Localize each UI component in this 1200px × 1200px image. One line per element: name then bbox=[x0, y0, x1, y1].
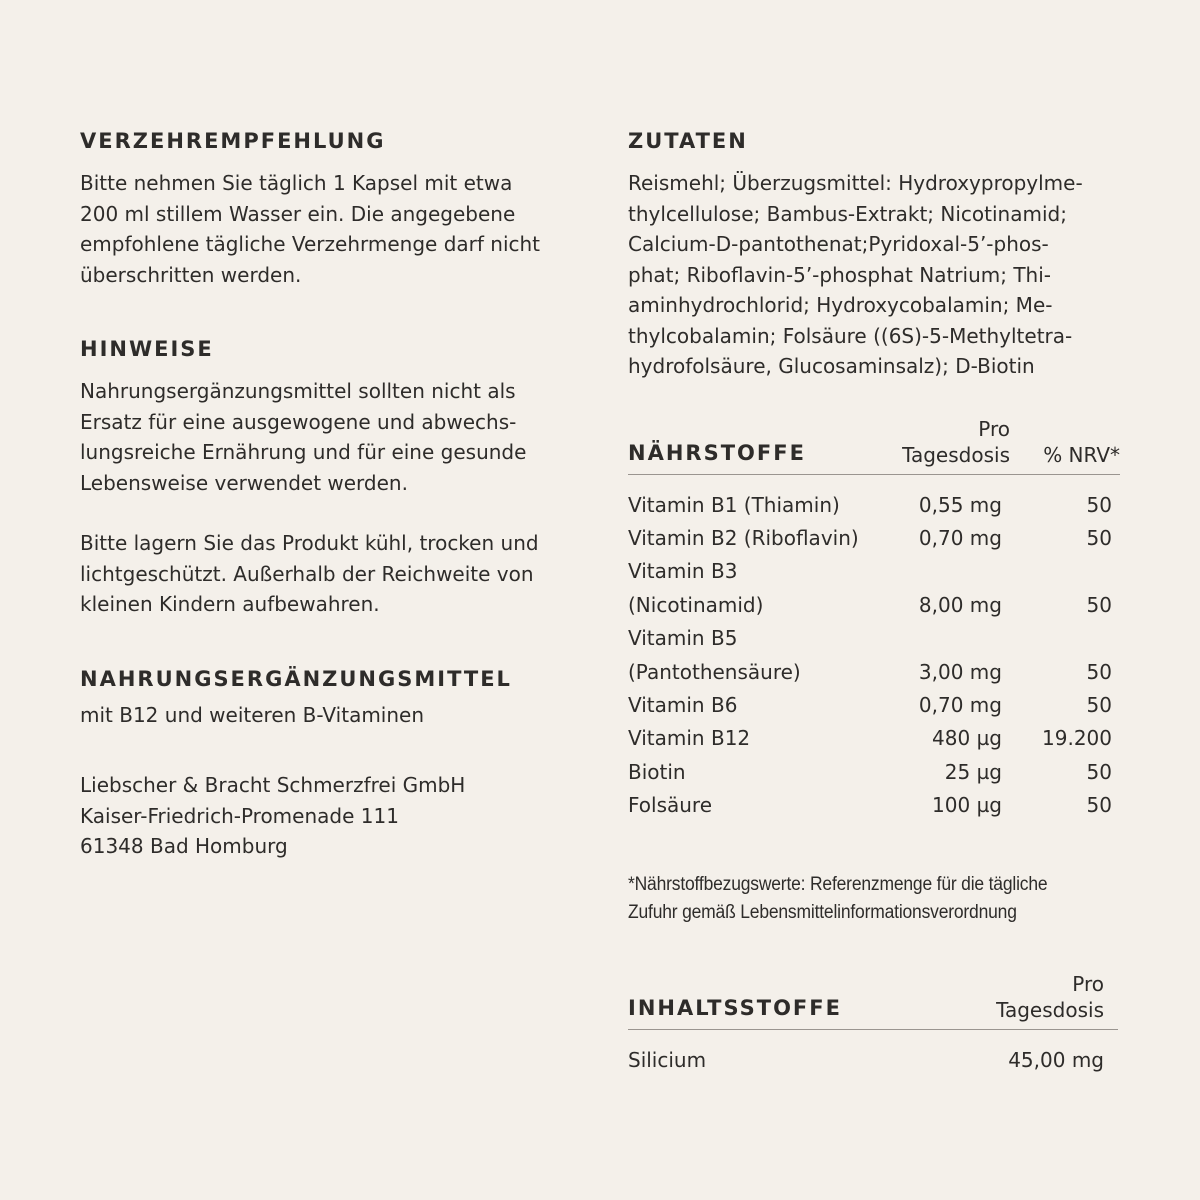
table-row bbox=[628, 722, 1120, 755]
recommendation-text: Bitte nehmen Sie täglich 1 Kapsel mit etwa 200 ml stillem Wasser ein. Die angegebene empfohlene tägliche Verzehrmenge darf nicht überschritten werden. bbox=[80, 171, 541, 287]
ingredients-section bbox=[628, 126, 1120, 382]
table-row bbox=[628, 555, 1120, 622]
contents-table-header bbox=[628, 971, 1118, 1030]
right-column bbox=[628, 126, 1120, 1077]
notes-section bbox=[80, 334, 556, 620]
ingredients-text: Reismehl; Überzugsmittel: Hydroxypropylme- thylcellulose; Bambus-Extrakt; Nicotinamid; Calcium-D-pantothenat;Pyridoxal-5’-phos- phat; Riboflavin-5’-phosphat Natrium; Thi- aminhydrochlorid; Hydroxycobalamin; Me- thylcobalamin; Folsäure ((6S)-5-Methyltetra- hydrofolsäure, Glucosaminsalz); D-Biotin bbox=[628, 171, 1083, 378]
nutrient-name: Vitamin B6 bbox=[628, 692, 738, 717]
notes-text-storage: Bitte lagern Sie das Produkt kühl, trocken und lichtgeschützt. Außerhalb der Reichweite von kleinen Kindern aufbewahren. bbox=[80, 531, 539, 616]
nutrients-table-header bbox=[628, 416, 1120, 475]
nutrient-name: Biotin bbox=[628, 759, 686, 784]
nutrient-dose: 8,00 mg bbox=[918, 592, 1002, 617]
company-street: Kaiser-Friedrich-Promenade 111 bbox=[80, 803, 399, 828]
nutrient-dose: 3,00 mg bbox=[918, 659, 1002, 684]
recommendation-heading: VERZEHREMPFEHLUNG bbox=[80, 129, 386, 153]
nutrients-heading: NÄHRSTOFFE bbox=[628, 440, 806, 465]
nutrient-nrv: 50 bbox=[1086, 592, 1112, 617]
nutrient-name: Vitamin B12 bbox=[628, 726, 751, 751]
company-name: Liebscher & Bracht Schmerzfrei GmbH bbox=[80, 773, 466, 797]
notes-heading: HINWEISE bbox=[80, 337, 214, 361]
nutrient-name: Vitamin B3 (Nicotinamid) bbox=[628, 559, 764, 617]
nutrient-name: Vitamin B2 (Riboflavin) bbox=[628, 525, 859, 550]
nutrient-nrv: 50 bbox=[1086, 525, 1112, 550]
nutrient-dose: 0,55 mg bbox=[918, 492, 1002, 517]
supplement-text: mit B12 und weiteren B-Vitaminen bbox=[80, 702, 425, 727]
nutrients-table-body bbox=[628, 475, 1120, 823]
nutrient-name: Vitamin B5 (Pantothensäure) bbox=[628, 626, 801, 684]
nutrient-nrv: 50 bbox=[1086, 793, 1112, 818]
contents-heading: INHALTSSTOFFE bbox=[628, 995, 842, 1020]
supplement-heading: NAHRUNGSERGÄNZUNGSMITTEL bbox=[80, 666, 512, 691]
nutrients-nrv-header: % NRV* bbox=[1043, 442, 1120, 467]
nutrient-dose: 0,70 mg bbox=[918, 525, 1002, 550]
nutrient-name: Vitamin B1 (Thiamin) bbox=[628, 492, 840, 517]
supplement-section bbox=[80, 664, 556, 731]
notes-text-substitute: Nahrungsergänzungsmittel sollten nicht als Ersatz für eine ausgewogene und abwechs- lungsreiche Ernährung und für eine gesunde Lebensweise verwendet werden. bbox=[80, 379, 527, 495]
table-row bbox=[628, 622, 1120, 689]
table-row bbox=[628, 756, 1120, 789]
table-row bbox=[628, 522, 1120, 555]
nutrient-nrv: 50 bbox=[1086, 692, 1112, 717]
nutrients-dose-header: Pro Tagesdosis bbox=[902, 416, 1010, 467]
company-city: 61348 Bad Homburg bbox=[80, 834, 288, 858]
nutrient-nrv: 50 bbox=[1086, 659, 1112, 684]
nutrient-dose: 100 µg bbox=[932, 793, 1002, 818]
nutrient-nrv: 50 bbox=[1086, 759, 1112, 784]
nutrient-dose: 480 µg bbox=[932, 726, 1002, 751]
nutrient-dose: 25 µg bbox=[944, 759, 1002, 784]
nutrient-nrv: 19.200 bbox=[1042, 726, 1112, 751]
recommendation-section bbox=[80, 126, 556, 290]
table-row bbox=[628, 1030, 1118, 1077]
company-address bbox=[80, 770, 556, 862]
nutrients-table bbox=[628, 416, 1120, 823]
nrv-footnote: *Nährstoffbezugswerte: Referenzmenge für die tägliche Zufuhr gemäß Lebensmittelinformationsverordnung bbox=[628, 873, 1048, 923]
nutrient-dose: 0,70 mg bbox=[918, 692, 1002, 717]
contents-table bbox=[628, 971, 1118, 1077]
nutrient-nrv: 50 bbox=[1086, 492, 1112, 517]
contents-dose-header: Pro Tagesdosis bbox=[996, 971, 1104, 1022]
content-name: Silicium bbox=[628, 1047, 707, 1072]
table-row bbox=[628, 689, 1120, 722]
table-row bbox=[628, 789, 1120, 822]
table-row bbox=[628, 489, 1120, 522]
ingredients-heading: ZUTATEN bbox=[628, 129, 748, 153]
nutrient-name: Folsäure bbox=[628, 793, 713, 818]
content-dose: 45,00 mg bbox=[1008, 1047, 1104, 1072]
left-column bbox=[80, 126, 556, 862]
